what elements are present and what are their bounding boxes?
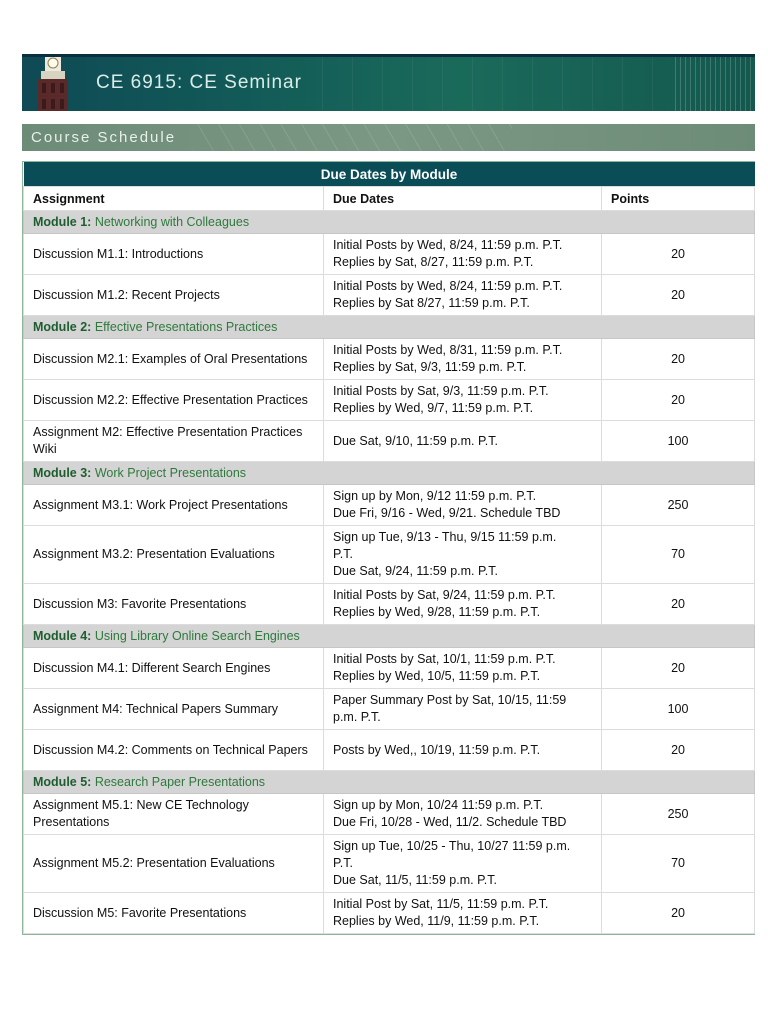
table-row [24, 730, 755, 771]
table-row [24, 339, 755, 380]
module-row [24, 462, 755, 485]
due-date-line: Due Fri, 10/28 - Wed, 11/2. Schedule TBD [333, 815, 567, 829]
module-row [24, 316, 755, 339]
module-heading [24, 211, 755, 234]
points-cell: 70 [602, 835, 755, 893]
due-date-line: Replies by Wed, 9/28, 11:59 p.m. P.T. [333, 605, 541, 619]
table-row [24, 275, 755, 316]
due-date-line: Initial Posts by Sat, 9/3, 11:59 p.m. P.T. [333, 384, 549, 398]
table-caption: Due Dates by Module [24, 162, 755, 187]
due-date-line: Initial Posts by Wed, 8/31, 11:59 p.m. P.T. [333, 343, 563, 357]
due-dates-cell [324, 485, 602, 526]
due-date-line: Replies by Wed, 10/5, 11:59 p.m. P.T. [333, 669, 541, 683]
due-date-line: p.m. P.T. [333, 710, 381, 724]
assignment-cell: Assignment M4: Technical Papers Summary [24, 689, 324, 730]
due-dates-cell [324, 689, 602, 730]
table-row [24, 689, 755, 730]
due-dates-cell [324, 794, 602, 835]
assignment-cell: Discussion M4.2: Comments on Technical Papers [24, 730, 324, 771]
points-cell: 70 [602, 526, 755, 584]
banner-stripes [675, 57, 755, 111]
due-date-line: Sign up by Mon, 10/24 11:59 p.m. P.T. [333, 798, 544, 812]
assignment-cell: Discussion M3: Favorite Presentations [24, 584, 324, 625]
table-row [24, 835, 755, 893]
table-row [24, 485, 755, 526]
module-number: Module 4: [33, 629, 92, 643]
module-heading [24, 462, 755, 485]
module-row [24, 211, 755, 234]
points-cell: 20 [602, 893, 755, 934]
table-row [24, 380, 755, 421]
assignment-cell: Assignment M3.2: Presentation Evaluations [24, 526, 324, 584]
module-heading [24, 625, 755, 648]
points-cell: 100 [602, 421, 755, 462]
assignment-cell: Assignment M5.1: New CE Technology Presentations [24, 794, 324, 835]
module-name: Networking with Colleagues [94, 215, 250, 229]
module-heading [24, 316, 755, 339]
due-date-line: P.T. [333, 856, 353, 870]
due-dates-cell [324, 380, 602, 421]
due-date-line: Sign up Tue, 9/13 - Thu, 9/15 11:59 p.m. [333, 530, 557, 544]
assignment-cell: Assignment M2: Effective Presentation Practices Wiki [24, 421, 324, 462]
due-date-line: Paper Summary Post by Sat, 10/15, 11:59 [333, 693, 567, 707]
due-date-line: P.T. [333, 547, 353, 561]
assignment-cell: Discussion M1.2: Recent Projects [24, 275, 324, 316]
column-header-assignment: Assignment [24, 187, 324, 211]
table-row [24, 526, 755, 584]
column-header-due-dates: Due Dates [324, 187, 602, 211]
due-date-line: Due Sat, 9/24, 11:59 p.m. P.T. [333, 564, 498, 578]
due-date-line: Replies by Sat, 9/3, 11:59 p.m. P.T. [333, 360, 527, 374]
assignment-cell: Discussion M5: Favorite Presentations [24, 893, 324, 934]
due-dates-cell [324, 421, 602, 462]
points-cell: 20 [602, 584, 755, 625]
points-cell: 20 [602, 648, 755, 689]
points-cell: 250 [602, 794, 755, 835]
points-cell: 20 [602, 234, 755, 275]
due-date-line: Initial Post by Sat, 11/5, 11:59 p.m. P.T. [333, 897, 549, 911]
due-date-line: Due Fri, 9/16 - Wed, 9/21. Schedule TBD [333, 506, 561, 520]
module-row [24, 625, 755, 648]
table-header-row [24, 187, 755, 211]
assignment-cell: Discussion M2.1: Examples of Oral Presentations [24, 339, 324, 380]
due-date-line: Sign up by Mon, 9/12 11:59 p.m. P.T. [333, 489, 537, 503]
due-date-line: Initial Posts by Sat, 9/24, 11:59 p.m. P.T. [333, 588, 556, 602]
points-cell: 20 [602, 730, 755, 771]
due-date-line: Sign up Tue, 10/25 - Thu, 10/27 11:59 p.m. [333, 839, 571, 853]
module-number: Module 3: [33, 466, 92, 480]
due-date-line: Due Sat, 11/5, 11:59 p.m. P.T. [333, 873, 497, 887]
table-row [24, 893, 755, 934]
module-name: Effective Presentations Practices [94, 320, 278, 334]
due-date-line: Replies by Wed, 9/7, 11:59 p.m. P.T. [333, 401, 534, 415]
column-header-points: Points [602, 187, 755, 211]
due-date-line: Due Sat, 9/10, 11:59 p.m. P.T. [333, 433, 498, 448]
points-cell: 20 [602, 380, 755, 421]
assignment-cell: Discussion M4.1: Different Search Engines [24, 648, 324, 689]
due-date-line: Replies by Sat 8/27, 11:59 p.m. P.T. [333, 296, 530, 310]
table-row [24, 584, 755, 625]
due-date-line: Replies by Sat, 8/27, 11:59 p.m. P.T. [333, 255, 534, 269]
due-dates-cell [324, 893, 602, 934]
due-date-line: Posts by Wed,, 10/19, 11:59 p.m. P.T. [333, 742, 541, 757]
module-name: Work Project Presentations [94, 466, 247, 480]
assignment-cell: Discussion M2.2: Effective Presentation Practices [24, 380, 324, 421]
due-dates-cell [324, 234, 602, 275]
assignment-cell: Assignment M3.1: Work Project Presentations [24, 485, 324, 526]
due-dates-cell [324, 339, 602, 380]
due-date-line: Initial Posts by Wed, 8/24, 11:59 p.m. P.T. [333, 279, 563, 293]
module-name: Using Library Online Search Engines [94, 629, 300, 643]
module-name: Research Paper Presentations [94, 775, 266, 789]
module-row [24, 771, 755, 794]
banner-decoration [322, 57, 682, 111]
due-dates-cell [324, 526, 602, 584]
table-row [24, 794, 755, 835]
table-row [24, 421, 755, 462]
due-dates-cell [324, 648, 602, 689]
assignment-cell: Discussion M1.1: Introductions [24, 234, 324, 275]
section-decoration [192, 124, 512, 151]
table-row [24, 648, 755, 689]
module-number: Module 5: [33, 775, 92, 789]
due-date-line: Initial Posts by Sat, 10/1, 11:59 p.m. P.T. [333, 652, 556, 666]
clock-tower-icon [28, 54, 84, 111]
course-banner [22, 54, 755, 111]
points-cell: 20 [602, 339, 755, 380]
due-date-line: Replies by Wed, 11/9, 11:59 p.m. P.T. [333, 914, 540, 928]
due-date-line: Initial Posts by Wed, 8/24, 11:59 p.m. P.T. [333, 238, 563, 252]
section-header [22, 124, 755, 151]
assignment-cell: Assignment M5.2: Presentation Evaluations [24, 835, 324, 893]
due-dates-cell [324, 584, 602, 625]
schedule-table [22, 161, 755, 935]
due-dates-cell [324, 730, 602, 771]
table-row [24, 234, 755, 275]
module-number: Module 1: [33, 215, 92, 229]
table-caption-row [24, 162, 755, 187]
points-cell: 100 [602, 689, 755, 730]
section-title: Course Schedule [31, 129, 177, 146]
module-heading [24, 771, 755, 794]
due-dates-cell [324, 275, 602, 316]
course-title: CE 6915: CE Seminar [96, 72, 302, 93]
module-number: Module 2: [33, 320, 92, 334]
points-cell: 250 [602, 485, 755, 526]
due-dates-cell [324, 835, 602, 893]
points-cell: 20 [602, 275, 755, 316]
